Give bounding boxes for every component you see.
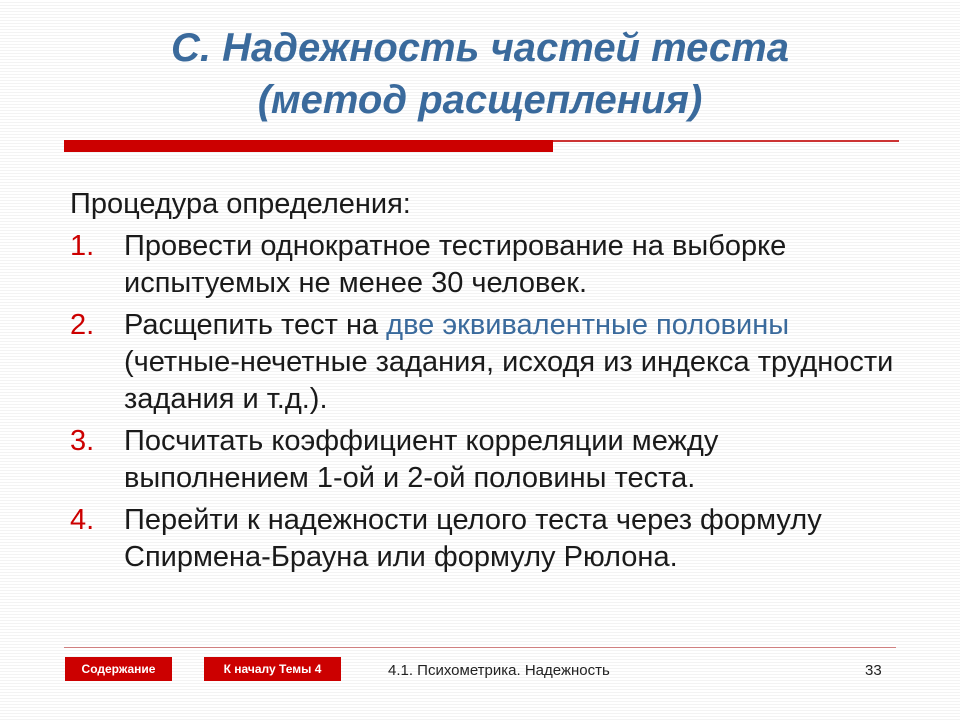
- footer-caption: 4.1. Психометрика. Надежность: [388, 662, 610, 679]
- item-text: Посчитать коэффициент корреляции между выполнением 1-ой и 2-ой половины теста.: [124, 425, 719, 494]
- topic-start-button[interactable]: К началу Темы 4: [204, 657, 341, 681]
- item-text: Провести однократное тестирование на выборке испытуемых не менее 30 человек.: [124, 230, 787, 299]
- item-number: 3.: [70, 425, 95, 457]
- item-text: [124, 307, 910, 418]
- list-item: [70, 502, 910, 576]
- footer-divider: [64, 647, 896, 648]
- list-item: [70, 423, 910, 497]
- item-text-pre: Расщепить тест на: [124, 309, 387, 341]
- item-number: 2.: [70, 309, 95, 341]
- contents-button[interactable]: Содержание: [65, 657, 172, 681]
- list-item: [70, 307, 910, 418]
- item-number: 4.: [70, 504, 95, 536]
- title-line-2: (метод расщепления): [257, 78, 703, 122]
- title-underline-bar: [64, 140, 553, 152]
- list-item: [70, 228, 910, 302]
- title-underline-line: [553, 140, 899, 142]
- slide-body: [70, 186, 910, 576]
- item-text-post: (четные-нечетные задания, исходя из индекса трудности задания и т.д.).: [124, 346, 894, 415]
- item-number: 1.: [70, 230, 95, 262]
- item-highlight: две эквивалентные половины: [386, 309, 790, 341]
- page-number: 33: [865, 662, 882, 679]
- title-line-1: С. Надежность частей теста: [171, 26, 789, 70]
- slide-title: [60, 22, 900, 126]
- item-text: Перейти к надежности целого теста через формулу Спирмена-Брауна или формулу Рюлона.: [124, 504, 822, 573]
- intro-text: Процедура определения:: [70, 188, 411, 220]
